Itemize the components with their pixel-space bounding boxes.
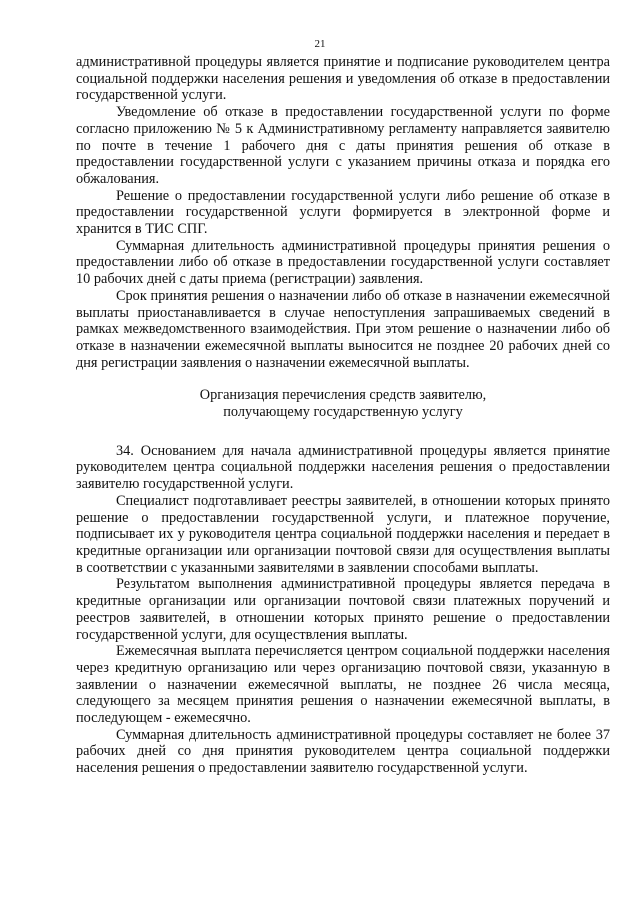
paragraph-procedure-result: Результатом выполнения административной процедуры является передача в кредитные организации или организации почтовой связи платежных поручений и реестров заявителей, в отношении которых принято решение о предоставлении государственной услуги, для осуществления выплаты. <box>76 576 610 643</box>
page-number: 21 <box>314 38 326 50</box>
paragraph-continuation: административной процедуры является принятие и подписание руководителем центра социальной поддержки населения решения и уведомления об отказе в предоставлении государственной услуги. <box>76 54 610 104</box>
section-heading-line-2: получающему государственную услугу <box>223 404 463 421</box>
paragraph-total-duration: Суммарная длительность административной процедуры составляет не более 37 рабочих дней со дня принятия руководителем центра социальной поддержки населения решения о предоставлении заявителю государственной услуги. <box>76 726 610 777</box>
document-body <box>76 54 610 777</box>
paragraph-decision-format: Решение о предоставлении государственной услуги либо решение об отказе в предоставлении государственной услуги формируется в электронной форме и хранится в ТИС СПГ. <box>76 187 610 238</box>
paragraph-monthly-payment: Ежемесячная выплата перечисляется центром социальной поддержки населения через кредитную организацию или через организацию почтовой связи, указанную в заявлении о назначении ежемесячной выплаты, не позднее 26 числа месяца, следующего за месяцем принятия решения о назначении ежемесячной выплаты, в последующем - ежемесячно. <box>76 643 610 727</box>
paragraph-decision-deadline: Срок принятия решения о назначении либо об отказе в назначении ежемесячной выплаты приостанавливается в случае непоступления запрашиваемых сведений в рамках межведомственного взаимодействия. При этом решение о назначении либо об отказе в назначении ежемесячной выплаты выносится не позднее 20 рабочих дней со дня регистрации заявления о назначении ежемесячной выплаты. <box>76 287 610 371</box>
paragraph-refusal-notice: Уведомление об отказе в предоставлении государственной услуги по форме согласно приложению № 5 к Административному регламенту направляется заявителю по почте в течение 1 рабочего дня с даты принятия решения об отказе в предоставлении государственной услуги с указанием причины отказа и порядка его обжалования. <box>76 104 610 187</box>
section-heading-line-1: Организация перечисления средств заявителю, <box>199 387 487 404</box>
paragraph-decision-duration: Суммарная длительность административной процедуры принятия решения о предоставлении либо об отказе в предоставлении государственной услуги составляет 10 рабочих дней с даты приема (регистрации) заявления. <box>76 237 610 288</box>
paragraph-item-34: 34. Основанием для начала административной процедуры является принятие руководителем центра социальной поддержки населения решения о предоставлении заявителю государственной услуги. <box>76 442 610 493</box>
section-heading <box>76 387 610 420</box>
paragraph-registers: Специалист подготавливает реестры заявителей, в отношении которых принято решение о предоставлении государственной услуги, и платежное поручение, подписывает их у руководителя центра социальной поддержки населения и передает в кредитные организации или организации почтовой связи для осуществления выплаты в соответствии с указанными заявителями в заявлении способами выплаты. <box>76 492 610 576</box>
